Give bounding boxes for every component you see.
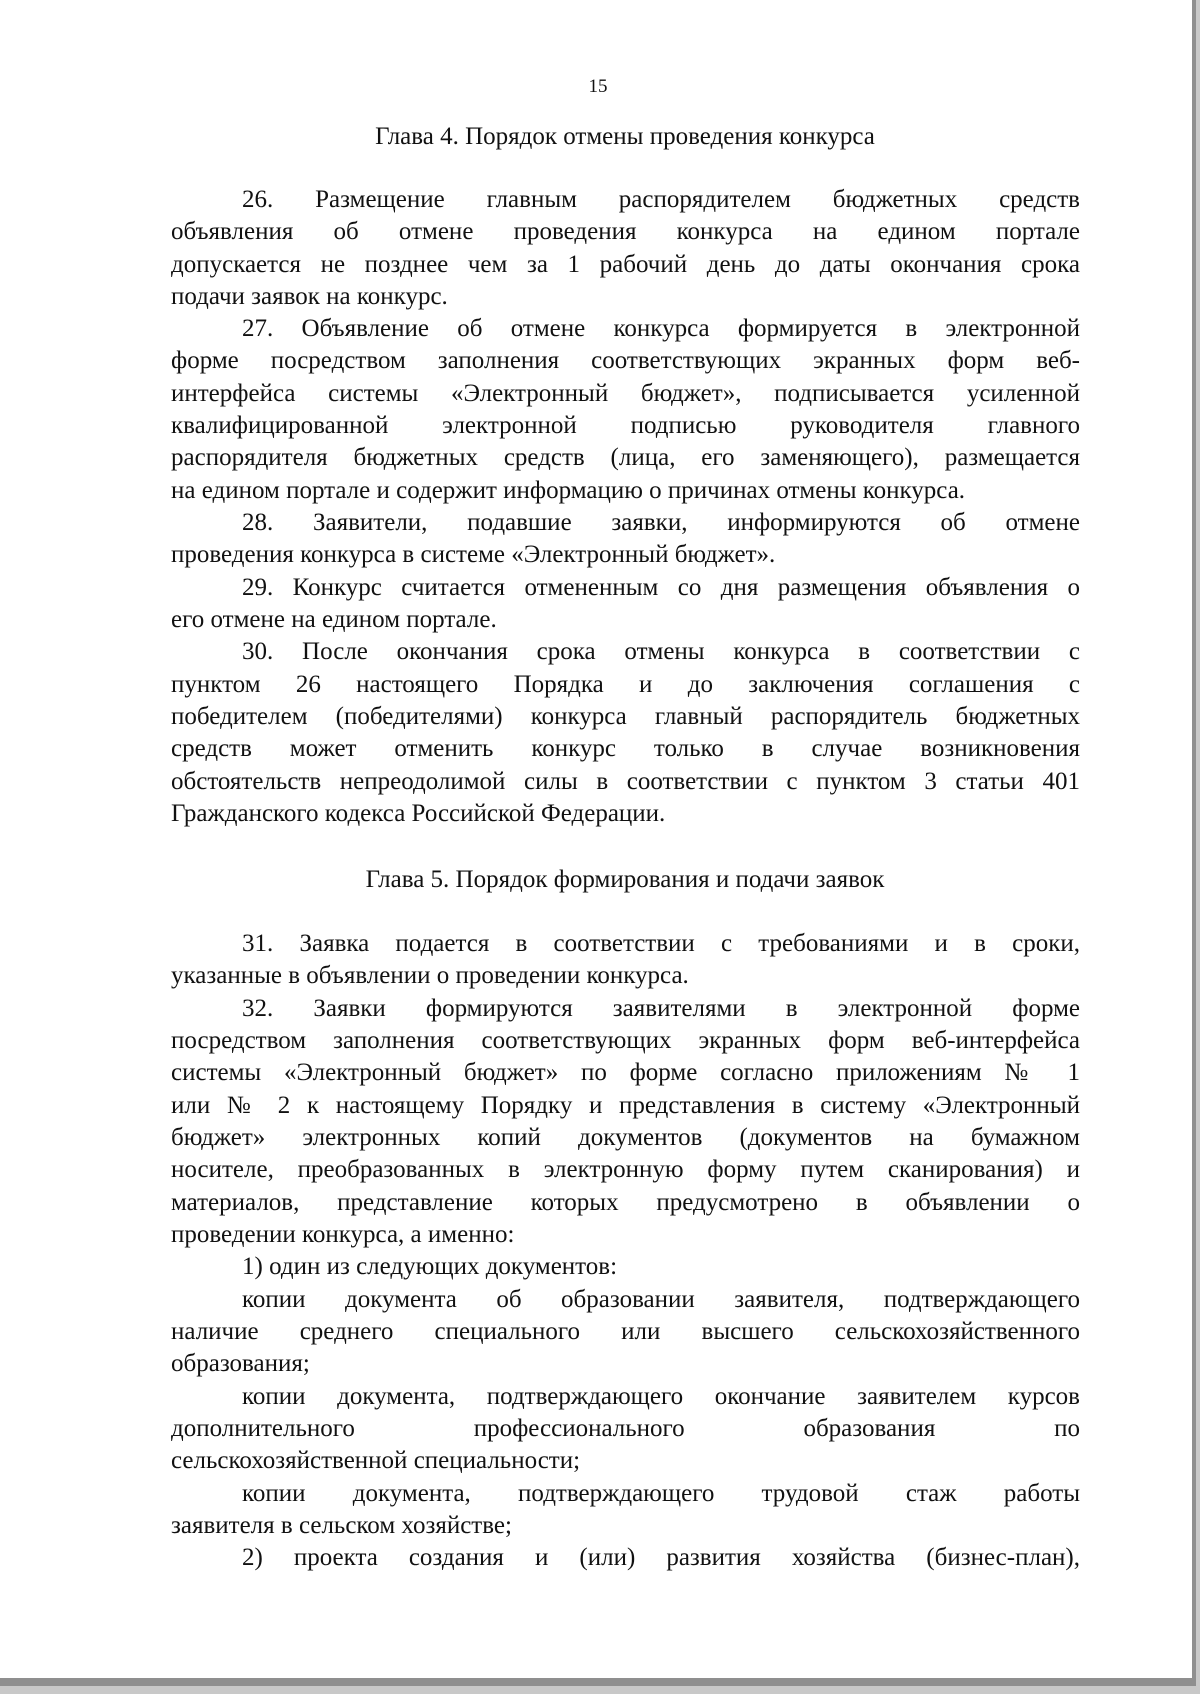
text-line: образования; bbox=[171, 1350, 310, 1377]
text-line: 29. Конкурс считается отмененным со дня размещения объявления о bbox=[242, 574, 1080, 601]
text-line: 2) проекта создания и (или) развития хозяйства (бизнес-план), bbox=[242, 1544, 1080, 1571]
text-line: материалов, представление которых предусмотрено в объявлении о bbox=[171, 1189, 1080, 1216]
text-line: Гражданского кодекса Российской Федерации. bbox=[171, 800, 666, 827]
text-line: 30. После окончания срока отмены конкурса в соответствии с bbox=[242, 638, 1080, 665]
text-line: наличие среднего специального или высшего сельскохозяйственного bbox=[171, 1318, 1080, 1345]
text-line: 32. Заявки формируются заявителями в электронной форме bbox=[242, 995, 1080, 1022]
text-line: носителе, преобразованных в электронную форму путем сканирования) и bbox=[171, 1156, 1080, 1183]
chapter-5-heading: Глава 5. Порядок формирования и подачи заявок bbox=[365, 866, 885, 893]
text-line: распорядителя бюджетных средств (лица, его заменяющего), размещается bbox=[171, 444, 1080, 471]
text-line: пунктом 26 настоящего Порядка и до заключения соглашения с bbox=[171, 671, 1080, 698]
text-line: бюджет» электронных копий документов (документов на бумажном bbox=[171, 1124, 1080, 1151]
text-line: копии документа об образовании заявителя, подтверждающего bbox=[242, 1286, 1080, 1313]
text-line: его отмене на едином портале. bbox=[171, 606, 497, 633]
text-line: заявителя в сельском хозяйстве; bbox=[171, 1512, 512, 1539]
text-line: проведении конкурса, а именно: bbox=[171, 1221, 515, 1248]
text-line: средств может отменить конкурс только в случае возникновения bbox=[171, 735, 1080, 762]
text-line: посредством заполнения соответствующих экранных форм веб-интерфейса bbox=[171, 1027, 1080, 1054]
text-line: форме посредством заполнения соответствующих экранных форм веб- bbox=[171, 347, 1080, 374]
text-line: 31. Заявка подается в соответствии с требованиями и в сроки, bbox=[242, 930, 1080, 957]
text-line: обстоятельств непреодолимой силы в соответствии с пунктом 3 статьи 401 bbox=[171, 768, 1080, 795]
text-line: интерфейса системы «Электронный бюджет», подписывается усиленной bbox=[171, 380, 1080, 407]
text-line: подачи заявок на конкурс. bbox=[171, 283, 448, 310]
text-line: системы «Электронный бюджет» по форме согласно приложениям № 1 bbox=[171, 1059, 1080, 1086]
text-line: 28. Заявители, подавшие заявки, информируются об отмене bbox=[242, 509, 1080, 536]
text-line: квалифицированной электронной подписью руководителя главного bbox=[171, 412, 1080, 439]
text-line: 27. Объявление об отмене конкурса формируется в электронной bbox=[242, 315, 1080, 342]
text-line: допускается не позднее чем за 1 рабочий день до даты окончания срока bbox=[171, 251, 1080, 278]
text-line: проведения конкурса в системе «Электронный бюджет». bbox=[171, 541, 776, 568]
text-line: или № 2 к настоящему Порядку и представления в систему «Электронный bbox=[171, 1092, 1080, 1119]
text-line: копии документа, подтверждающего окончание заявителем курсов bbox=[242, 1383, 1080, 1410]
text-line: победителем (победителями) конкурса главный распорядитель бюджетных bbox=[171, 703, 1080, 730]
page-number: 15 bbox=[588, 76, 608, 97]
text-line: дополнительного профессионального образования по bbox=[171, 1415, 1080, 1442]
text-line: копии документа, подтверждающего трудовой стаж работы bbox=[242, 1480, 1080, 1507]
text-line: объявления об отмене проведения конкурса на едином портале bbox=[171, 218, 1080, 245]
text-line: указанные в объявлении о проведении конкурса. bbox=[171, 962, 689, 989]
text-line: 1) один из следующих документов: bbox=[242, 1253, 618, 1280]
text-line: сельскохозяйственной специальности; bbox=[171, 1447, 581, 1474]
chapter-4-heading: Глава 4. Порядок отмены проведения конкурса bbox=[375, 123, 875, 150]
text-line: 26. Размещение главным распорядителем бюджетных средств bbox=[242, 186, 1080, 213]
text-line: на едином портале и содержит информацию о причинах отмены конкурса. bbox=[171, 477, 966, 504]
